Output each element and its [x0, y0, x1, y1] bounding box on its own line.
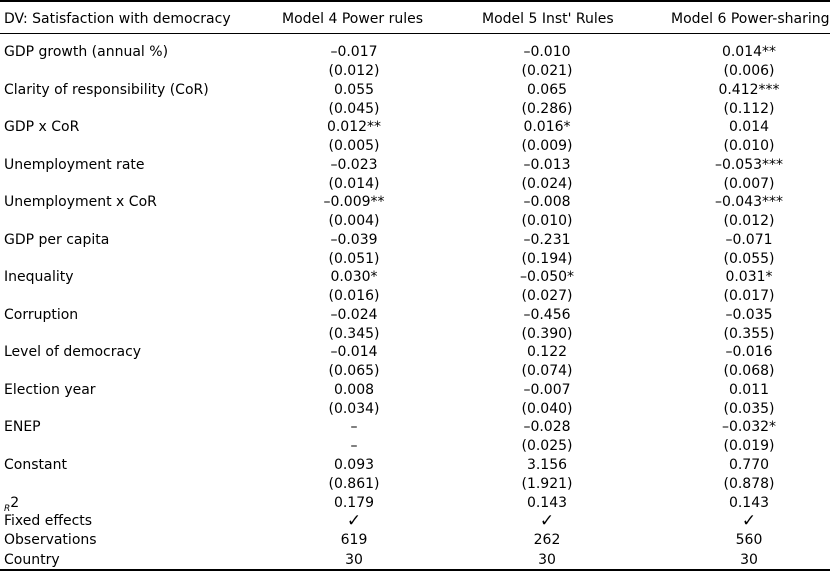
row-label: GDP growth (annual %) [4, 44, 169, 60]
model-5-header: Model 5 Inst' Rules [482, 11, 614, 27]
row-label: Unemployment x CoR [4, 194, 157, 210]
fixed-effects-label: Fixed effects [4, 513, 93, 529]
model-4-header: Model 4 Power rules [282, 11, 424, 27]
row-label: Level of democracy [4, 344, 142, 360]
top-rule [0, 0, 830, 2]
row-label: GDP x CoR [4, 119, 80, 135]
row-label: Constant [4, 457, 67, 473]
r2-label [4, 494, 19, 514]
model-6-header: Model 6 Power-sharing [671, 11, 830, 27]
row-label: Corruption [4, 307, 79, 323]
observations-label: Observations [4, 532, 97, 548]
row-label: GDP per capita [4, 232, 110, 248]
header-rule [0, 33, 830, 34]
country-label: Country [4, 552, 60, 568]
row-label: Inequality [4, 269, 74, 285]
r2-label-text: 2 [10, 495, 20, 511]
r2-subscript: R [4, 504, 11, 514]
dv-label: DV: Satisfaction with democracy [4, 11, 231, 27]
bottom-rule [0, 569, 830, 571]
row-label: ENEP [4, 419, 41, 435]
row-label: Clarity of responsibility (CoR) [4, 82, 209, 98]
row-label: Unemployment rate [4, 157, 145, 173]
row-label: Election year [4, 382, 96, 398]
